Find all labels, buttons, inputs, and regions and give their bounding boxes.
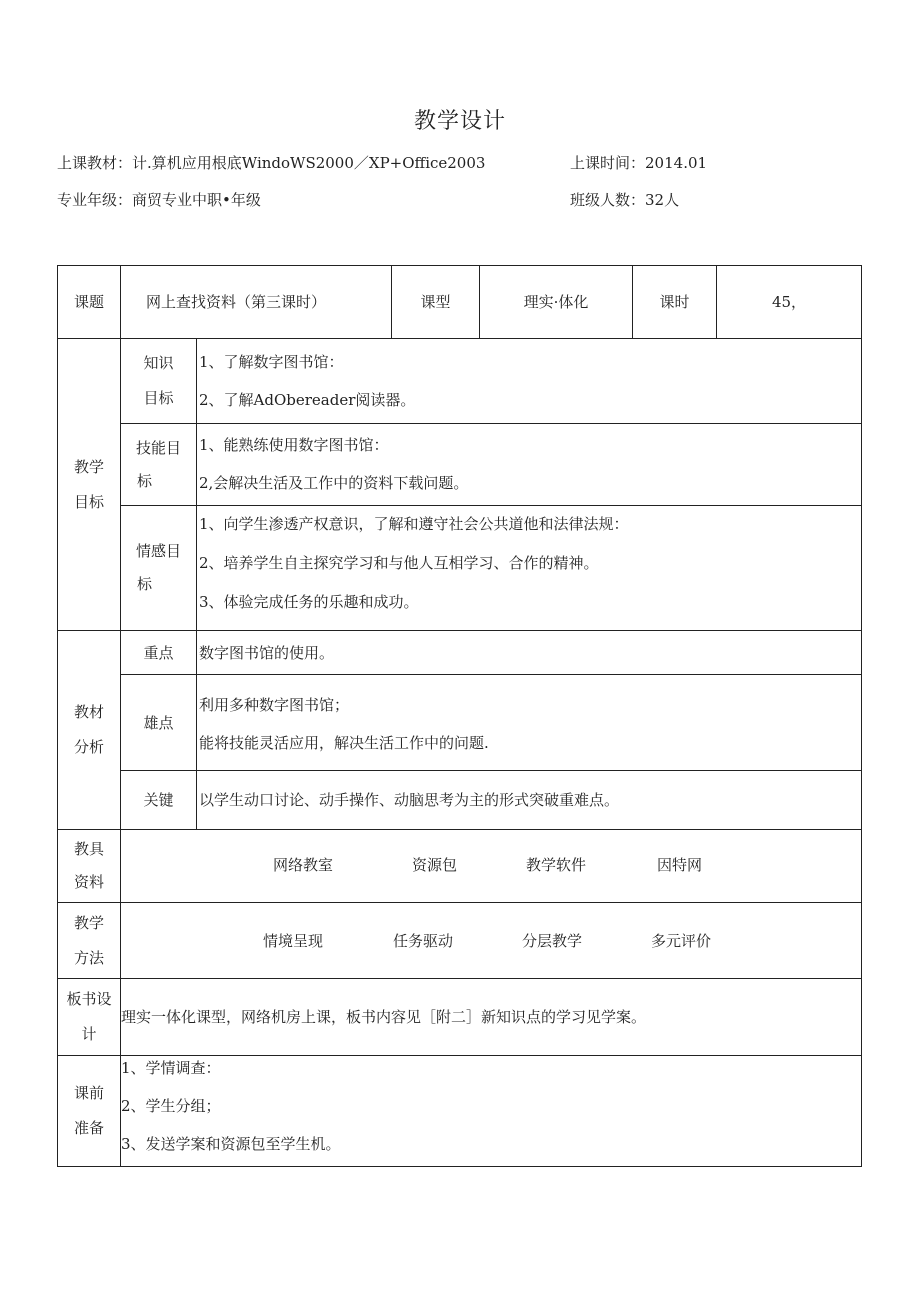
list-item: 1、能熟练使用数字图书馆： <box>199 436 389 454</box>
critical-label: 关键 <box>143 791 174 809</box>
tools-list <box>121 830 861 902</box>
knowledge-goal-items <box>199 353 859 409</box>
methods-label <box>58 903 120 978</box>
time-value: 2014.01 <box>645 154 708 172</box>
list-item: 1、了解数字图书馆： <box>199 353 344 371</box>
list-item: 1、向学生渗透产权意识，了解和遵守社会公共道他和法律法规： <box>199 515 629 533</box>
label-line: 课前 <box>73 1084 104 1102</box>
difficulty-items <box>199 696 859 752</box>
label-line: 分析 <box>73 738 104 756</box>
label-line: 标 <box>137 575 153 593</box>
list-item: 3、体验完成任务的乐趣和成功。 <box>199 593 419 611</box>
preparation-label <box>58 1056 120 1166</box>
list-item: 2、培养学生自主探究学习和与他人互相学习、合作的精神。 <box>199 554 599 572</box>
divider <box>196 338 197 630</box>
textbook-info <box>57 152 485 173</box>
critical-text: 以学生动口讨论、动手操作、动脑思考为主的形式突破重难点。 <box>199 791 620 809</box>
divider <box>57 1055 862 1056</box>
divider <box>120 423 862 424</box>
label-line: 板书设 <box>66 990 112 1008</box>
skill-goal-items <box>199 436 859 492</box>
table-border-bottom <box>57 1166 862 1167</box>
label-line: 准备 <box>73 1119 104 1137</box>
label-line: 情感目 <box>135 542 181 560</box>
preparation-items <box>121 1059 859 1153</box>
key-point-label: 重点 <box>143 643 174 662</box>
hours-value: 45， <box>771 293 807 311</box>
tools-label <box>58 830 120 902</box>
class-size-info <box>570 189 679 210</box>
list-item: 利用多种数字图书馆； <box>199 696 350 714</box>
time-info <box>570 152 707 173</box>
list-item: 能将技能灵活应用，解决生活工作中的问题. <box>199 734 489 752</box>
textbook-value: 计.算机应用根底WindoWS2000／XP+Office2003 <box>132 154 486 172</box>
divider <box>120 265 121 338</box>
hours-label: 课时 <box>659 293 690 311</box>
class-size-label: 班级人数： <box>570 191 646 209</box>
emotion-goal-label <box>121 506 196 630</box>
topic-value: 网上查找资料（第三课时） <box>146 293 327 311</box>
list-item: 2,会解决生活及工作中的资料下载问题。 <box>199 474 469 492</box>
list-item: 分层教学 <box>522 932 583 950</box>
label-line: 目标 <box>143 389 174 407</box>
board-label <box>58 979 120 1055</box>
knowledge-goal-label <box>121 339 196 423</box>
label-line: 技能目 <box>135 438 181 457</box>
label-line: 教具 <box>73 840 104 858</box>
list-item: 3、发送学案和资源包至学生机。 <box>121 1135 341 1153</box>
teaching-goals-label <box>58 339 120 630</box>
board-text: 理实一体化课型，网络机房上课，板书内容见［附二］新知识点的学习见学案。 <box>121 1008 647 1026</box>
label-line: 标 <box>137 471 153 490</box>
label-line: 教学 <box>73 457 104 476</box>
list-item: 教学软件 <box>526 856 587 874</box>
type-label: 课型 <box>420 293 451 311</box>
list-item: 2、了解AdObereader阅读器。 <box>199 391 416 409</box>
list-item: 2、学生分组； <box>121 1097 221 1115</box>
label-line: 知识 <box>143 354 174 372</box>
label-line: 教学 <box>73 913 104 932</box>
divider <box>120 674 862 675</box>
page-title: 教学设计 <box>413 109 506 134</box>
list-item: 资源包 <box>412 856 458 874</box>
list-item: 因特网 <box>657 856 703 874</box>
topic-label: 课题 <box>73 293 104 311</box>
list-item: 任务驱动 <box>393 932 454 950</box>
divider <box>196 630 197 829</box>
list-item: 1、学情调查： <box>121 1059 221 1077</box>
grade-label: 专业年级： <box>57 191 133 209</box>
grade-info <box>57 189 261 210</box>
label-line: 计 <box>81 1025 97 1043</box>
label-line: 资料 <box>73 873 104 891</box>
difficulty-label: 雄点 <box>143 713 174 732</box>
table-border-right <box>861 265 862 1167</box>
class-size-value: 32人 <box>645 191 680 209</box>
label-line: 方法 <box>73 948 104 967</box>
skill-goal-label <box>121 424 196 505</box>
time-label: 上课时间： <box>570 154 646 172</box>
material-analysis-label <box>58 631 120 829</box>
label-line: 目标 <box>73 492 104 511</box>
list-item: 网络教室 <box>273 856 334 874</box>
textbook-label: 上课教材： <box>57 154 133 172</box>
grade-value: 商贸专业中职•年级 <box>132 191 261 209</box>
divider <box>120 505 862 506</box>
list-item: 情境呈现 <box>263 932 324 950</box>
methods-list <box>121 903 861 978</box>
type-value: 理实·体化 <box>523 293 589 311</box>
label-line: 教材 <box>73 703 104 721</box>
key-point-text: 数字图书馆的使用。 <box>199 643 335 662</box>
emotion-goal-items <box>199 515 859 611</box>
list-item: 多元评价 <box>651 932 712 950</box>
